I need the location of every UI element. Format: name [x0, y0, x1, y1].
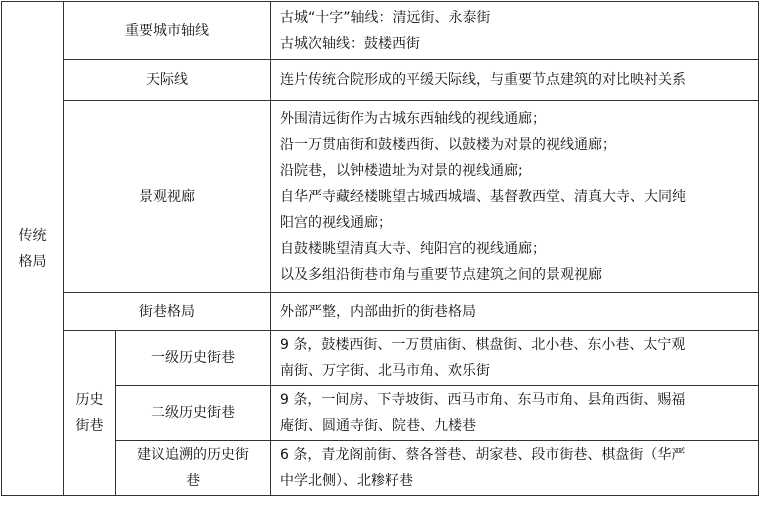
content-line: 中学北侧）、北糁籽巷 [280, 473, 413, 489]
table-row [2, 386, 759, 441]
row-label: 景观视廊 [64, 101, 271, 293]
content-line: 庵街、圆通寺街、院巷、九楼巷 [280, 418, 476, 434]
content-line: 9 条，一间房、下寺坡街、西马市角、东马市角、县角西街、赐福 [280, 392, 686, 408]
history-label-line: 街巷 [75, 418, 104, 434]
content-line: 9 条，鼓楼西街、一万贯庙街、棋盘街、北小巷、东小巷、太宁观 [280, 337, 686, 353]
history-label-cell [64, 331, 116, 496]
row-label: 一级历史街巷 [116, 331, 271, 386]
label-line: 建议追溯的历史街 [137, 447, 249, 463]
row-content [271, 441, 759, 496]
content-line: 沿一万贯庙街和鼓楼西街、以鼓楼为对景的视线通廊； [280, 136, 616, 153]
row-content [271, 386, 759, 441]
content-line: 以及多组沿街巷市角与重要节点建筑之间的景观视廊 [280, 266, 602, 283]
row-content [271, 101, 759, 293]
row-label: 街巷格局 [64, 293, 271, 331]
content-line: 阳宫的视线通廊； [280, 214, 392, 231]
table-row [2, 101, 759, 293]
content-line: 6 条，青龙阁前街、蔡各誉巷、胡家巷、段市街巷、棋盘街（华严 [280, 447, 686, 463]
table-row [2, 293, 759, 331]
content-line: 外部严整，内部曲折的街巷格局 [280, 303, 476, 320]
row-content [271, 331, 759, 386]
label-line: 巷 [186, 473, 200, 489]
heritage-table [1, 1, 759, 496]
history-label-line: 历史 [75, 392, 104, 408]
group-label-line: 格局 [18, 253, 47, 270]
content-line: 自鼓楼眺望清真大寺、纯阳宫的视线通廊； [280, 240, 546, 257]
row-label: 天际线 [64, 60, 271, 101]
table-row [2, 441, 759, 496]
table-row [2, 60, 759, 101]
row-label: 重要城市轴线 [64, 2, 271, 60]
row-content [271, 293, 759, 331]
content-line: 外围清远街作为古城东西轴线的视线通廊； [280, 110, 546, 127]
table-row [2, 2, 759, 60]
content-line: 古城“十字”轴线：清远街、永泰街 [280, 9, 491, 26]
content-line: 自华严寺藏经楼眺望古城西城墙、基督教西堂、清真大寺、大同纯 [280, 188, 686, 205]
group-label-line: 传统 [18, 227, 47, 244]
row-content [271, 2, 759, 60]
row-content [271, 60, 759, 101]
row-label [116, 441, 271, 496]
content-line: 古城次轴线：鼓楼西街 [280, 35, 420, 52]
content-line: 南街、万字街、北马市角、欢乐街 [280, 363, 490, 379]
row-label: 二级历史街巷 [116, 386, 271, 441]
group-label-cell [2, 2, 64, 496]
table-row [2, 331, 759, 386]
content-line: 沿院巷，以钟楼遗址为对景的视线通廊; [280, 162, 523, 179]
content-line: 连片传统合院形成的平缓天际线，与重要节点建筑的对比映衬关系 [280, 72, 686, 88]
